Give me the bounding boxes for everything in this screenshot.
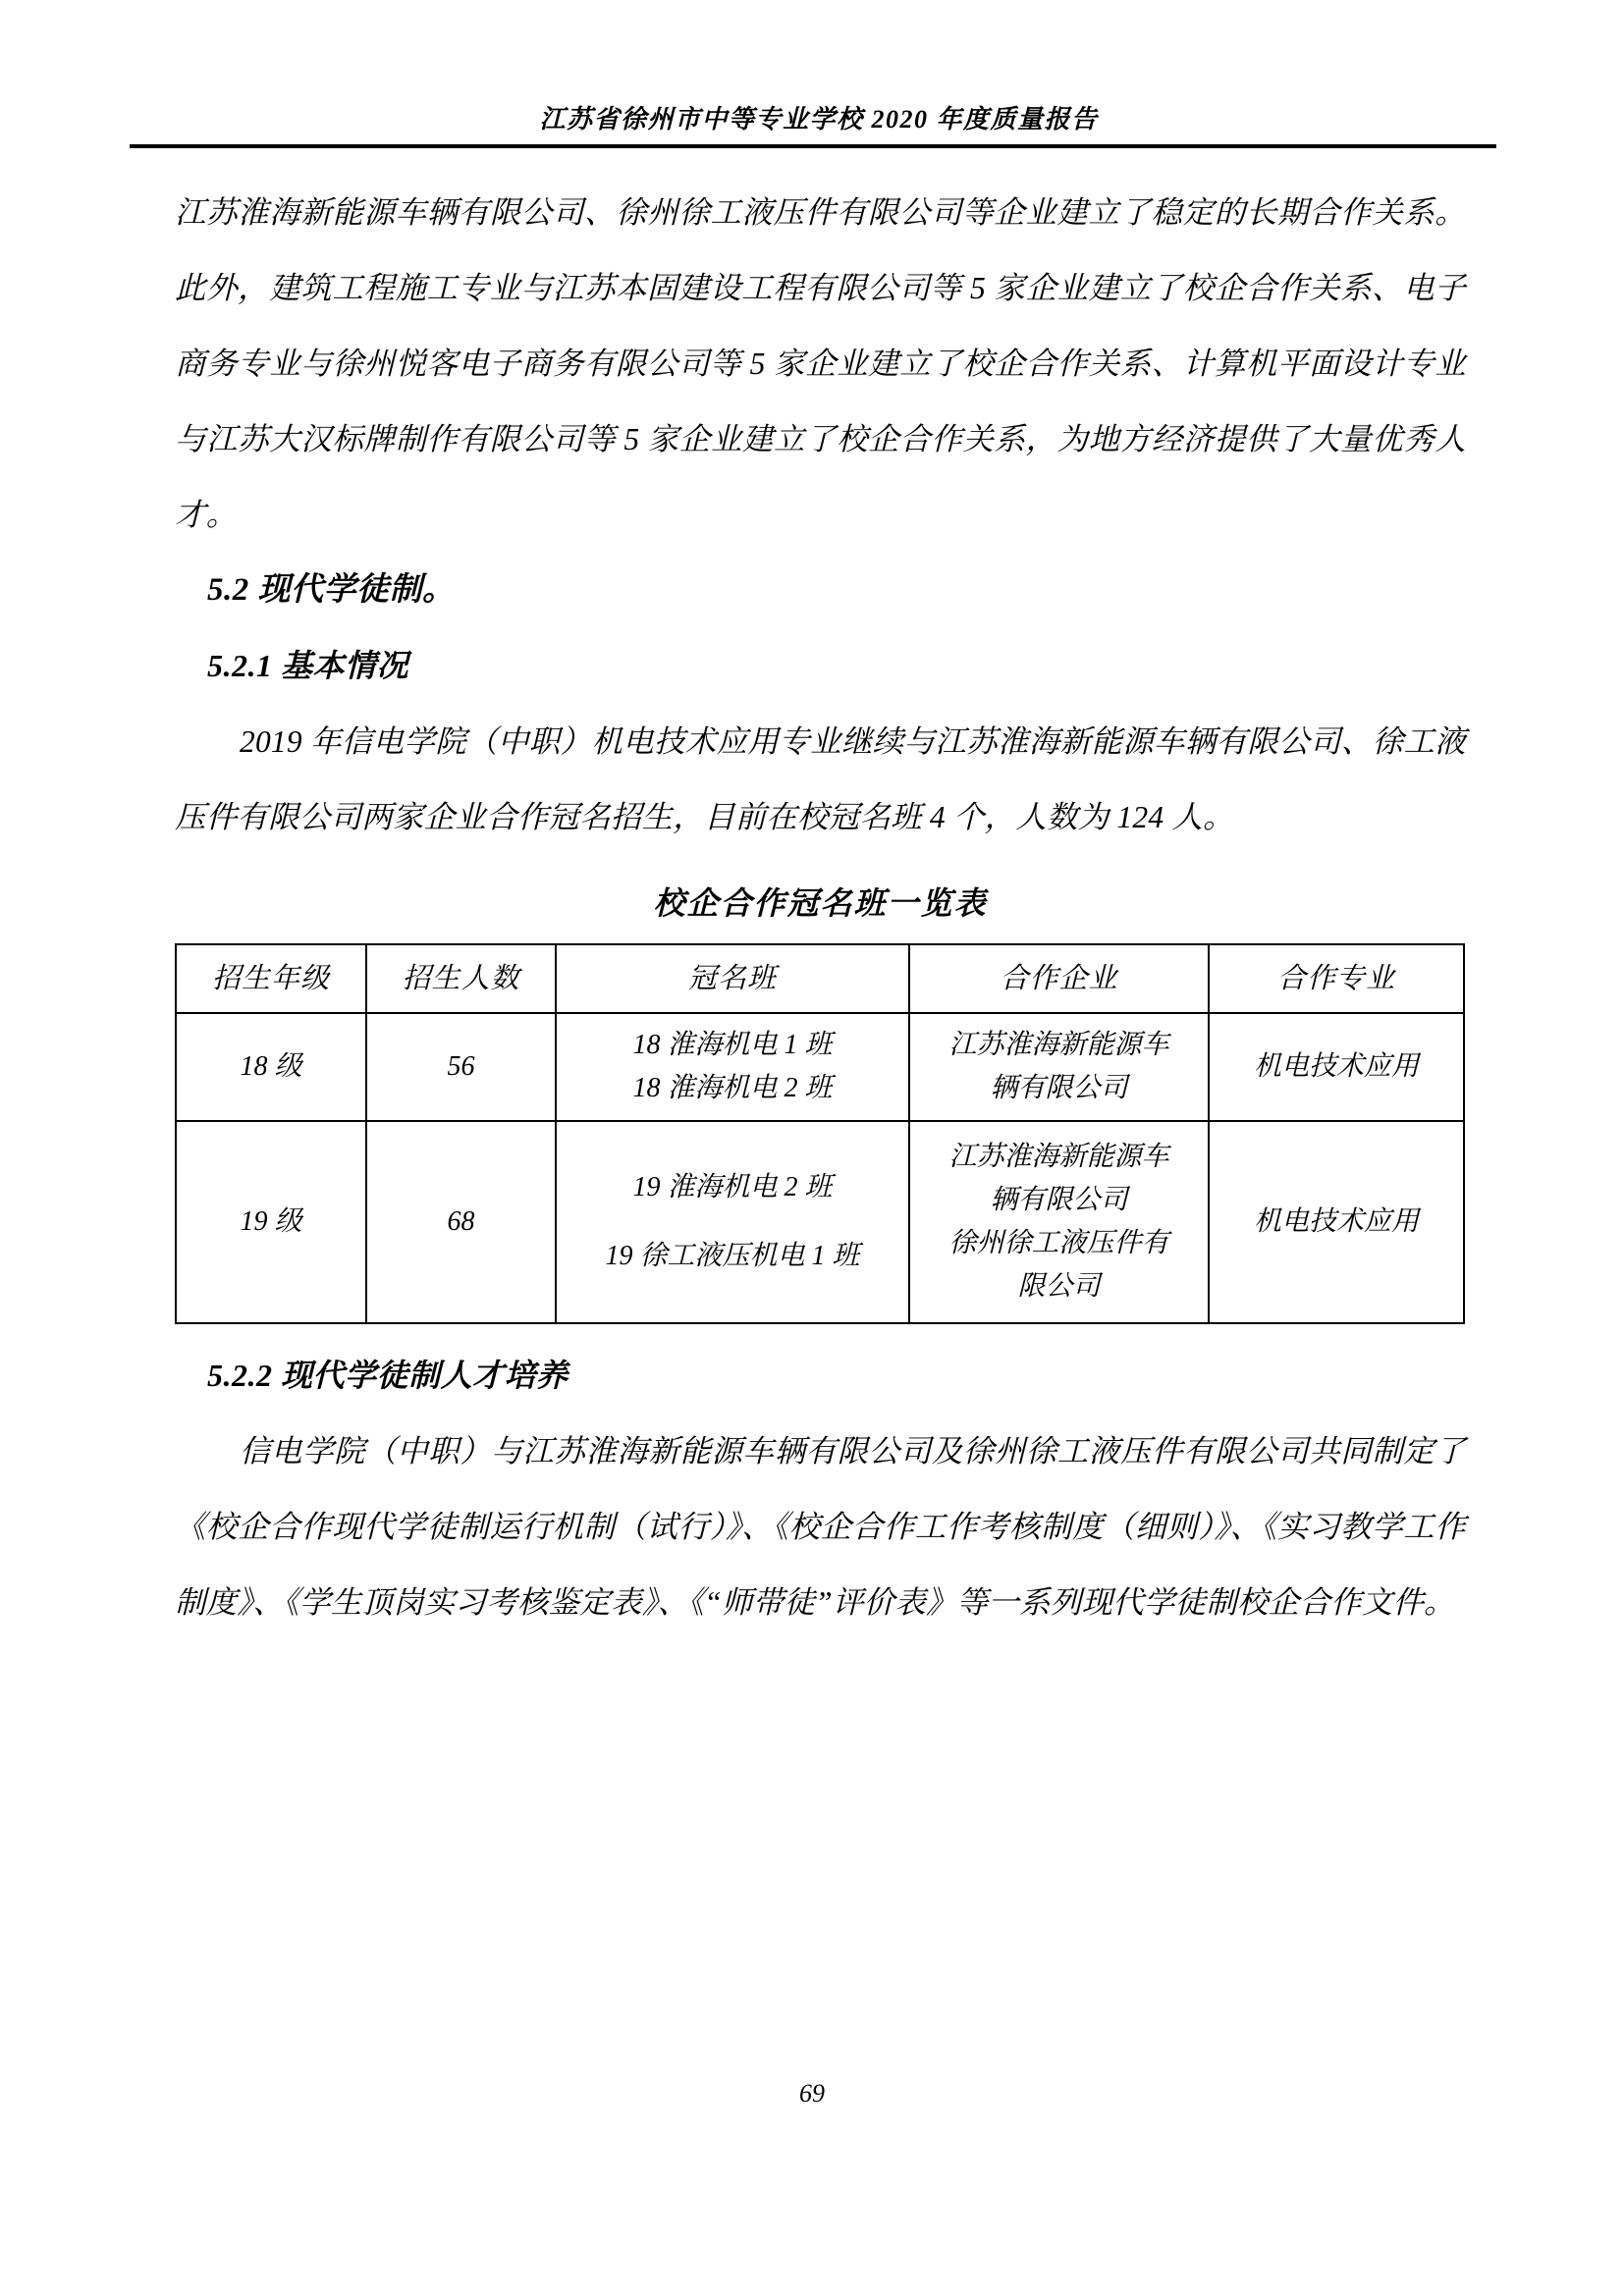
table-body <box>176 1013 1464 1323</box>
page-content <box>175 175 1466 1640</box>
cell-count: 56 <box>366 1013 556 1121</box>
table-row <box>176 1013 1464 1121</box>
table-caption: 校企合作冠名班一览表 <box>653 885 988 921</box>
named-class-line: 18 淮海机电 2 班 <box>632 1073 833 1103</box>
named-class-line: 19 淮海机电 2 班 <box>632 1172 833 1202</box>
cell-partner-major: 机电技术应用 <box>1209 1121 1464 1323</box>
cell-grade: 19 级 <box>176 1121 366 1323</box>
cell-grade: 18 级 <box>176 1013 366 1121</box>
company-line: 限公司 <box>1017 1271 1101 1302</box>
cell-partner-company <box>909 1013 1209 1121</box>
company-line: 辆有限公司 <box>990 1073 1128 1103</box>
header-divider-rule <box>130 144 1496 148</box>
column-header-partner-company: 合作企业 <box>909 944 1209 1013</box>
heading-5-2-1: 5.2.1 基本情况 <box>207 648 409 683</box>
named-class-table <box>175 943 1465 1324</box>
cell-partner-company <box>909 1121 1209 1323</box>
company-line: 江苏淮海新能源车 <box>948 1142 1169 1172</box>
cell-named-class <box>556 1121 909 1323</box>
named-class-line: 19 徐工液压机电 1 班 <box>605 1241 860 1271</box>
company-line: 江苏淮海新能源车 <box>948 1030 1169 1060</box>
table-header-row <box>176 944 1464 1013</box>
paragraph-talent-training: 信电学院（中职）与江苏淮海新能源车辆有限公司及徐州徐工液压件有限公司共同制定了《校企合作现代学徒制运行机制（试行）》、《校企合作工作考核制度（细则）》、《实习教学工作制度》、《学生顶岗实习考核鉴定表》、《“师带徒”评价表》等一系列现代学徒制校企合作文件。 <box>175 1434 1466 1620</box>
column-header-named-class: 冠名班 <box>556 944 909 1013</box>
running-header-title: 江苏省徐州市中等专业学校 2020 年度质量报告 <box>539 105 1099 133</box>
page-number: 69 <box>799 2079 825 2108</box>
column-header-grade: 招生年级 <box>176 944 366 1013</box>
table-header <box>176 944 1464 1013</box>
named-class-line: 18 淮海机电 1 班 <box>632 1030 833 1060</box>
company-line: 徐州徐工液压件有 <box>948 1228 1169 1258</box>
running-header <box>175 106 1463 134</box>
paragraph-continuation: 江苏淮海新能源车辆有限公司、徐州徐工液压件有限公司等企业建立了稳定的长期合作关系。此外，建筑工程施工专业与江苏本固建设工程有限公司等 5 家企业建立了校企合作关系、电子商务专业与徐州悦客电子商务有限公司等 5 家企业建立了校企合作关系、计算机平面设计专业与江苏大汉标牌制作有限公司等 5 家企业建立了校企合作关系，为地方经济提供了大量优秀人才。 <box>175 195 1466 532</box>
spacer <box>175 1324 1466 1338</box>
table-row <box>176 1121 1464 1323</box>
cell-partner-major: 机电技术应用 <box>1209 1013 1464 1121</box>
cell-named-class <box>556 1013 909 1121</box>
paragraph-basic-situation: 2019 年信电学院（中职）机电技术应用专业继续与江苏淮海新能源车辆有限公司、徐工液压件有限公司两家企业合作冠名招生，目前在校冠名班 4 个，人数为 124 人。 <box>175 724 1466 834</box>
company-line: 辆有限公司 <box>990 1185 1128 1215</box>
heading-5-2-2: 5.2.2 现代学徒制人才培养 <box>207 1358 568 1393</box>
heading-5-2: 5.2 现代学徒制。 <box>207 572 456 608</box>
spacer <box>175 855 1466 869</box>
column-header-count: 招生人数 <box>366 944 556 1013</box>
cell-count: 68 <box>366 1121 556 1323</box>
column-header-partner-major: 合作专业 <box>1209 944 1464 1013</box>
